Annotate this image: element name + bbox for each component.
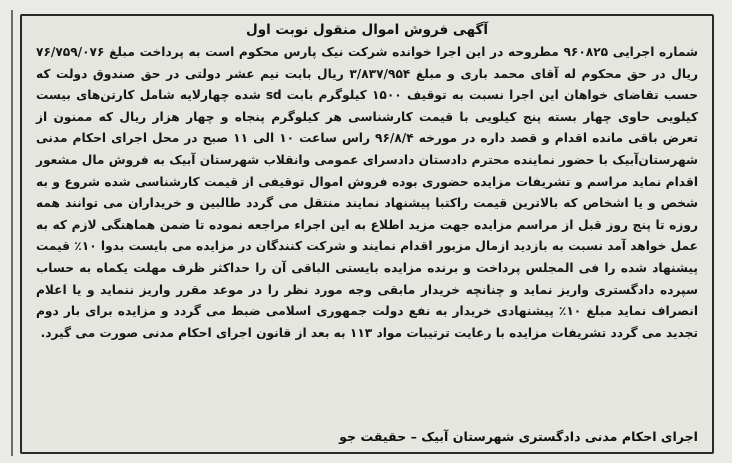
left-margin-line <box>11 10 13 456</box>
notice-signature: اجرای احکام مدنی دادگستری شهرستان آبیک – حقیقت جو <box>339 429 698 444</box>
notice-body: شماره اجرایی ۹۶۰۸۲۵ مطروحه در این اجرا خوانده شرکت نیک پارس محکوم است به پرداخت مبلغ ۷۶/۷۵۹/۰۷۶ ریال در حق محکوم له آقای محمد باری و مبلغ ۳/۸۳۷/۹۵۴ ریال بابت نیم عشر دولتی در حق صندوق دولت که حسب تقاضای خواهان این اجرا نسبت به توقیف ۱۵۰۰ کیلوگرم بابت sd شده چهارلایه شامل کارتن‌های بیست کیلویی حاوی چهار بسته پنج کیلویی با قیمت کارشناسی هر کیلوگرم پنجاه و چهار هزار ریال که ممنون از تعرض باقی مانده اقدام و قصد داره در مورخه ۹۶/۸/۴ راس ساعت ۱۰ الی ۱۱ صبح در محل اجرای احکام مدنی شهرستان‌آبیک با حضور نماینده محترم دادستان دادسرای عمومی وانقلاب شهرستان آبیک به فروش مال مشعور اقدام نماید مراسم و تشریفات مزایده حضوری بوده فروش اموال توقیفی از قیمت کارشناسی شده شروع و به شخص و یا اشخاص که بالاترین قیمت راکتبا پیشنهاد نمایند منتقل می گردد طالبین و خریداران می توانند همه روزه تا پنج روز قبل از مراسم مزایده جهت مزید اطلاع به این اجراء مراجعه نموده تا ضمن هماهنگی لازم که به عمل خواهد آمد نسبت به بازدید ازمال مزبور اقدام نمایند و شرکت کنندگان در مزایده می بایست بدوا ۱۰٪ قیمت پیشنهاد شده را فی المجلس پرداخت و برنده مزایده بایستی الباقی آن را حداکثر ظرف مهلت یکماه به حساب سپرده دادگستری واریز نماید و چنانچه خریدار مابقی وجه مورد نظر را در موعد مقرر واریز ننماید و یا اعلام انصراف نماید مبلغ ۱۰٪ پیشنهادی خریدار به نفع دولت جمهوری اسلامی ضبط می گردد و مزایده برای بار دوم تجدید می گردد تشریفات مزایده با رعایت ترتیبات مواد ۱۱۳ به بعد از قانون اجرای احکام مدنی صورت می گیرد. <box>36 45 698 340</box>
notice-box <box>20 14 714 454</box>
notice-title: آگهی فروش اموال منقول نوبت اول <box>246 22 488 38</box>
